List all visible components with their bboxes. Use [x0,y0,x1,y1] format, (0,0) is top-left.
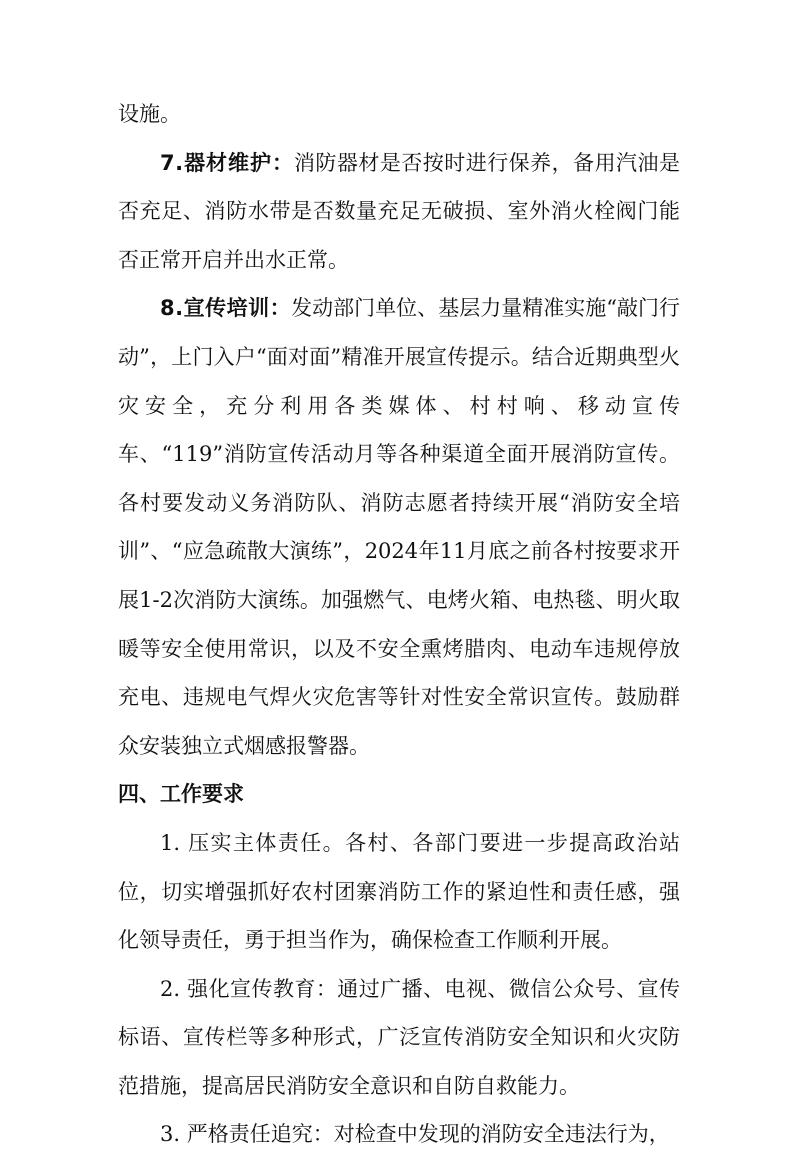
continuation-text: 设施。 [118,102,181,126]
document-body [118,90,680,1159]
item-8-text: 发动部门单位、基层力量精准实施“敲门行动”，上门入户“面对面”精准开展宣传提示。结合近期典型火灾安全，充分利用各类媒体、村村响、移动宣传车、“119”消防宣传活动月等各种渠道全面开展消防宣传。各村要发动义务消防队、消防志愿者持续开展“消防安全培训”、“应急疏散大演练”，2024年11月底之前各村按要求开展1-2次消防大演练。加强燃气、电烤火箱、电热毯、明火取暖等安全使用常识，以及不安全熏烤腊肉、电动车违规停放充电、违规电气焊火灾危害等针对性安全常识宣传。鼓励群众安装独立式烟感报警器。 [118,296,681,758]
item-7-paragraph [118,139,680,285]
requirement-2-paragraph: 2. 强化宣传教育：通过广播、电视、微信公众号、宣传标语、宣传栏等多种形式，广泛宣传消防安全知识和火灾防范措施，提高居民消防安全意识和自防自救能力。 [118,976,680,1098]
item-8-label: 8.宣传培训： [160,296,292,321]
section-4-heading: 四、工作要求 [118,782,244,807]
item-7-text: 消防器材是否按时进行保养，备用汽油是否充足、消防水带是否数量充足无破损、室外消火栓阀门能否正常开启并出水正常。 [118,150,680,272]
continuation-paragraph [118,90,680,139]
requirement-1-paragraph: 1. 压实主体责任。各村、各部门要进一步提高政治站位，切实增强抓好农村团寨消防工作的紧迫性和责任感，强化领导责任，勇于担当作为，确保检查工作顺利开展。 [118,830,680,953]
item-8-paragraph [118,284,680,770]
requirement-3-paragraph: 3. 严格责任追究：对检查中发现的消防安全违法行为， [160,1122,670,1147]
item-7-label: 7.器材维护： [160,150,294,175]
